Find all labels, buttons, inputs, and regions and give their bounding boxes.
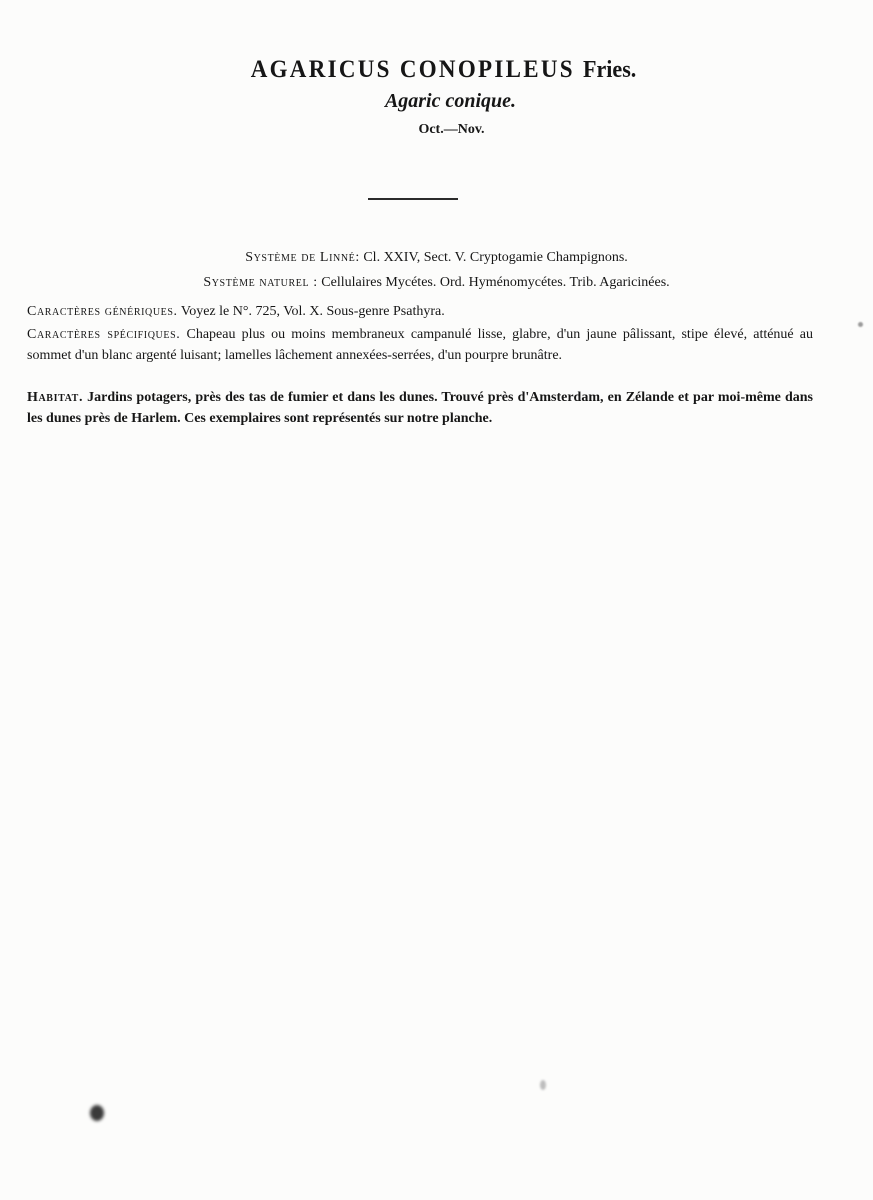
- habitat-text: Jardins potagers, près des tas de fumier et dans les dunes. Trouvé près d'Amsterdam, en Zélande et par moi-même dans les dunes près de Harlem. Ces exemplaires sont représentés sur notre planche.: [27, 390, 813, 426]
- linne-text: Cl. XXIV, Sect. V. Cryptogamie Champignons.: [363, 250, 628, 265]
- generic-label: Caractères génériques.: [27, 304, 178, 319]
- header: [0, 56, 873, 138]
- generic-characters-paragraph: [27, 301, 813, 322]
- divider: [368, 198, 458, 200]
- ink-speck: [90, 1105, 104, 1121]
- habitat-label: Habitat.: [27, 390, 84, 405]
- habitat-paragraph: [27, 387, 813, 429]
- ink-speck: [858, 322, 863, 327]
- linne-system-line: [0, 250, 873, 266]
- common-name: Agaric conique.: [384, 90, 517, 112]
- naturel-label: Système naturel :: [203, 275, 318, 290]
- author-name: Fries.: [582, 57, 637, 83]
- specific-label: Caractères spécifiques.: [27, 327, 181, 342]
- specific-characters-paragraph: [27, 324, 813, 366]
- ink-speck: [540, 1080, 546, 1090]
- species-name: AGARICUS CONOPILEUS: [250, 56, 575, 83]
- generic-text: Voyez le N°. 725, Vol. X. Sous-genre Psathyra.: [180, 304, 445, 319]
- specific-text: Chapeau plus ou moins membraneux campanulé lisse, glabre, d'un jaune pâlissant, stipe élevé, atténué au sommet d'un blanc argenté luisant; lamelles lâchement annexées-serrées, d'un pourpre brunâtre.: [27, 327, 813, 363]
- naturel-text: Cellulaires Mycétes. Ord. Hyménomycétes. Trib. Agaricinées.: [321, 275, 670, 290]
- natural-system-line: [0, 275, 873, 291]
- page-title: [48, 56, 838, 84]
- season-text: Oct.—Nov.: [418, 122, 485, 137]
- linne-label: Système de Linné:: [245, 250, 360, 265]
